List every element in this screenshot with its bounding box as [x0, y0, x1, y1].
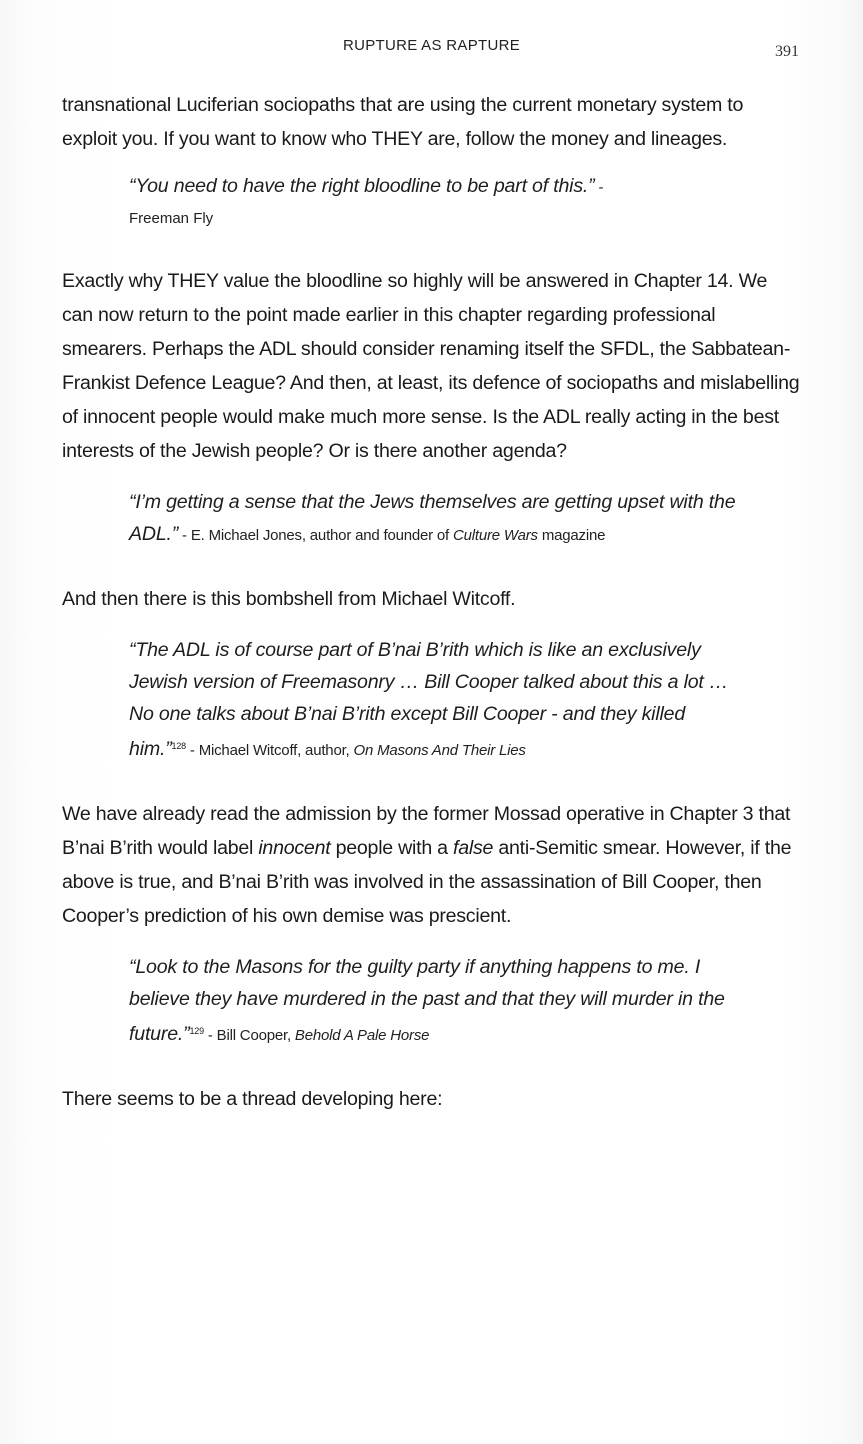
paragraph-intro: transnational Luciferian sociopaths that are using the current monetary system to exploit you. If you want to know who THEY are, follow the money and lineages. [62, 94, 744, 150]
quote-text: “Look to the Masons for the guilty party if anything happens to me. I believe they have murdered in the past and that they will murder in the future.” [129, 956, 725, 1045]
paragraph-bombshell: And then there is this bombshell from Michael Witcoff. [62, 588, 516, 610]
emphasis-innocent: innocent [258, 837, 331, 859]
quote-text: “The ADL is of course part of B’nai B’rith which is like an exclusively Jewish version of Freemasonry … Bill Cooper talked about this a lot … No one talks about B’nai B’rith except Bill Cooper - and they killed him.” [129, 639, 729, 760]
quote-text: “I’m getting a sense that the Jews themselves are getting upset with the ADL.” [129, 491, 736, 545]
running-head-title: RUPTURE AS RAPTURE [342, 37, 521, 54]
quote-work-title: Culture Wars [453, 527, 538, 544]
quote-attribution: Freeman Fly [129, 210, 214, 227]
emphasis-false: false [453, 837, 494, 859]
quote-attribution: - E. Michael Jones, author and founder of Culture Wars magazine [178, 527, 606, 544]
quote-text: “You need to have the right bloodline to be part of this.” [129, 175, 595, 197]
footnote-marker: 129 [189, 1026, 204, 1036]
quote-michael-witcoff [129, 634, 742, 767]
page-number: 391 [775, 43, 799, 60]
page-body [62, 88, 802, 1116]
quote-attribution: - Bill Cooper, Behold A Pale Horse [203, 1027, 430, 1044]
quote-work-title: Behold A Pale Horse [294, 1027, 430, 1044]
quote-e-michael-jones [129, 486, 742, 552]
paragraph-thread: There seems to be a thread developing here: [62, 1088, 443, 1110]
quote-freeman-fly [129, 170, 742, 234]
quote-dash: - [594, 179, 604, 196]
quote-attribution: - Michael Witcoff, author, On Masons And Their Lies [185, 742, 526, 759]
paragraph-mossad: We have already read the admission by the former Mossad operative in Chapter 3 that B’nai B’rith would label innocent people with a false anti-Semitic smear. However, if the above is true, and B’nai B’rith was involved in the assassination of Bill Cooper, then Cooper’s prediction of his own demise was prescient. [62, 803, 792, 927]
paragraph-bloodline: Exactly why THEY value the bloodline so highly will be answered in Chapter 14. We can now return to the point made earlier in this chapter regarding professional smearers. Perhaps the ADL should consider renaming itself the SFDL, the Sabbatean-Frankist Defence League? And then, at least, its defence of sociopaths and mislabelling of innocent people would make much more sense. Is the ADL really acting in the best interests of the Jewish people? Or is there another agenda? [62, 270, 800, 462]
quote-bill-cooper [129, 951, 742, 1052]
footnote-marker: 128 [171, 741, 186, 751]
quote-work-title: On Masons And Their Lies [353, 742, 526, 759]
